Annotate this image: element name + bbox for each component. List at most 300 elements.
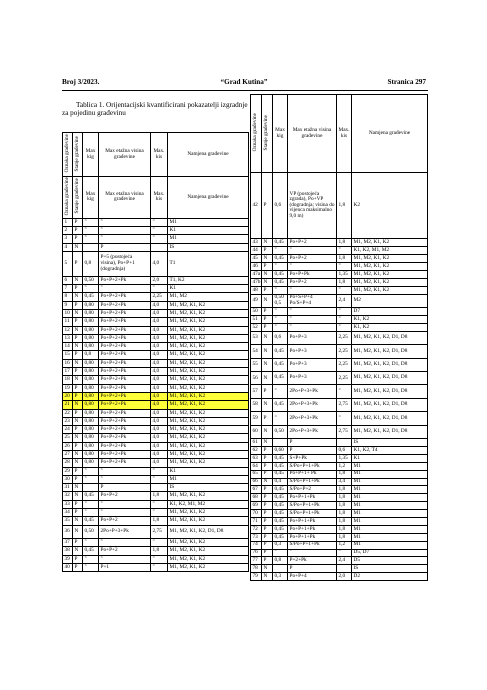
table-cell: 0,6	[337, 446, 352, 454]
table-cell: 46	[251, 263, 262, 271]
table-row	[251, 398, 428, 411]
table-cell: 4,0	[151, 451, 168, 459]
table-cell: 2Po+P+3+Pk	[288, 385, 337, 398]
table-cell: 0,4	[273, 478, 288, 486]
column-header-label: Max. kis	[338, 126, 350, 139]
table-cell: 0,45	[83, 492, 99, 500]
table-cell: 1,8	[337, 278, 352, 286]
column-header	[262, 95, 273, 173]
table-cell: 0,50	[83, 276, 99, 284]
table-cell: P	[262, 510, 273, 518]
table-row	[63, 343, 249, 351]
table-row	[63, 525, 249, 538]
table-cell: 4,0	[151, 409, 168, 417]
table-cell: N	[73, 434, 83, 442]
table-cell: "	[273, 549, 288, 557]
table-cell: "	[273, 385, 288, 398]
table-cell: 45	[251, 255, 262, 263]
table-cell: "	[273, 323, 288, 331]
table-cell: 2,4	[337, 294, 352, 307]
table-cell: "	[151, 555, 168, 563]
table-cell: 1,8	[337, 525, 352, 533]
table-row	[251, 541, 428, 549]
table-row	[251, 494, 428, 502]
table-cell: 2Po+P+3+Pk	[99, 525, 151, 538]
table-cell: M1, M2, K1, K2	[168, 343, 249, 351]
table-cell: M1, M2	[168, 293, 249, 301]
table-cell: 4,0	[151, 434, 168, 442]
table-cell: 4,0	[151, 326, 168, 334]
table-row	[63, 484, 249, 492]
table-cell: 1,8	[337, 239, 352, 247]
table-row	[251, 470, 428, 478]
table-row	[251, 294, 428, 307]
table-cell: 0,3	[273, 541, 288, 549]
table-cell: 79	[251, 573, 262, 581]
table-cell: Po+P+2+Pk	[99, 326, 151, 334]
table-cell: P	[288, 565, 337, 573]
table-cell: N	[73, 293, 83, 301]
table-cell: Po+P+4	[288, 573, 337, 581]
table-cell: P	[99, 243, 151, 251]
table-cell: Po+P+2+Pk	[99, 318, 151, 326]
table-cell: 9	[63, 301, 73, 309]
table-cell: 32	[63, 492, 73, 500]
table-cell: Po+P+2	[288, 255, 337, 263]
table-cell: 10	[63, 309, 73, 317]
table-cell: P+5 (postojeća visina), Po+P+1 (dogradnja)	[99, 251, 151, 276]
table-cell: "	[288, 549, 337, 557]
table-cell: D2	[352, 573, 428, 581]
table-cell: N	[73, 401, 83, 409]
table-cell	[83, 243, 99, 251]
table-cell: 17	[63, 368, 73, 376]
table-cell: 0,45	[273, 239, 288, 247]
table-cell: 51	[251, 315, 262, 323]
table-row	[63, 226, 249, 234]
table-cell: 0,80	[83, 442, 99, 450]
table-cell: M1	[168, 475, 249, 483]
table-cell: 40	[63, 563, 73, 571]
table-cell: 0,80	[83, 301, 99, 309]
table-row	[251, 358, 428, 371]
table-cell: N	[262, 331, 273, 344]
table-cell: "	[99, 475, 151, 483]
table-cell: "	[83, 563, 99, 571]
table-cell: M1, M2, K1, K2	[168, 434, 249, 442]
table-cell: 14	[63, 343, 73, 351]
table-cell: 2Po+P+3+Pk	[288, 398, 337, 411]
table-cell: P	[262, 462, 273, 470]
table-cell: "	[99, 285, 151, 293]
table-cell: 68	[251, 494, 262, 502]
table-row	[63, 517, 249, 525]
table-cell: "	[99, 538, 151, 546]
table-cell: 1,8	[337, 173, 352, 239]
table-cell: Po+P+3	[288, 371, 337, 384]
table-row	[251, 565, 428, 573]
table-cell: M1, M2, K1, K2, D1, D8	[352, 331, 428, 344]
table-cell: Po+P+2+Pk	[99, 401, 151, 409]
table-cell: N	[73, 459, 83, 467]
column-header	[273, 95, 288, 173]
table-cell: 0,80	[83, 459, 99, 467]
table-row	[63, 293, 249, 301]
table-cell: P	[73, 218, 83, 226]
column-header-label: Max etažna visina građevine	[105, 147, 144, 160]
table-cell: K1, K2, M1, M2	[352, 247, 428, 255]
table-cell: 58	[251, 398, 262, 411]
table-cell: 0,80	[83, 343, 99, 351]
column-header-label: Namjena građevine	[187, 193, 229, 200]
column-header-label: Oznaka građevine	[63, 134, 70, 173]
table-cell: "	[273, 286, 288, 294]
table-cell: 20	[63, 392, 73, 400]
table-cell: 0,6	[273, 331, 288, 344]
table-cell: 33	[63, 500, 73, 508]
table-cell: 21	[63, 401, 73, 409]
table-cell: 24	[63, 426, 73, 434]
table-cell: M1	[352, 510, 428, 518]
table-cell: P	[262, 247, 273, 255]
table-cell: Po+P+2+Pk	[99, 343, 151, 351]
table-cell: 4,0	[151, 417, 168, 425]
table-cell: K1, K2	[352, 323, 428, 331]
table-cell: 0,80	[83, 434, 99, 442]
table-cell: S/Po+P+1+Pk	[288, 510, 337, 518]
table-cell: S/Po+P+1+Pk	[288, 541, 337, 549]
column-header-label: Max etažna visina građevine	[292, 126, 332, 139]
table-cell: P	[262, 446, 273, 454]
table-row	[251, 255, 428, 263]
table-cell: P	[262, 263, 273, 271]
table-cell: 0,45	[273, 517, 288, 525]
table-cell: "	[337, 549, 352, 557]
table-cell: Po+P+2+Pk	[99, 417, 151, 425]
table-row	[251, 425, 428, 438]
table-cell: 1,8	[337, 502, 352, 510]
table-cell: 0,45	[273, 270, 288, 278]
table-cell: M1, M2, K1, K2	[168, 538, 249, 546]
table-cell: Po+P+2+Pk	[99, 351, 151, 359]
column-header-label: Max kig	[85, 147, 96, 160]
table-cell: P	[288, 446, 337, 454]
table-cell: M1, M2, K1, K2	[168, 563, 249, 571]
table-cell: 0,6	[273, 173, 288, 239]
table-cell: N	[262, 371, 273, 384]
table-cell: 2,25	[337, 345, 352, 358]
table-cell: 49	[251, 294, 262, 307]
table-cell: 2,75	[337, 425, 352, 438]
table-cell: IS	[168, 243, 249, 251]
table-cell: 0,50 0,5	[273, 294, 288, 307]
table-row	[63, 276, 249, 284]
table-cell: "	[83, 235, 99, 243]
table-cell: P	[73, 251, 83, 276]
table-cell: M1, M2, K1, K2, D1, D8	[352, 345, 428, 358]
table-cell: "	[337, 315, 352, 323]
table-cell: IS	[352, 565, 428, 573]
table-cell: 1,8	[337, 255, 352, 263]
table-cell: 0,80	[83, 309, 99, 317]
column-header	[99, 177, 151, 219]
table-cell: 0,80	[83, 384, 99, 392]
table-row	[251, 278, 428, 286]
table-cell: 12	[63, 326, 73, 334]
table-cell: "	[273, 315, 288, 323]
table-row	[251, 446, 428, 454]
table-cell: N	[73, 343, 83, 351]
table-cell: N	[73, 243, 83, 251]
column-header	[352, 95, 428, 173]
table-cell: 4,0	[151, 392, 168, 400]
table-cell: "	[99, 509, 151, 517]
table-cell: N	[73, 276, 83, 284]
table-cell: 4,0	[151, 251, 168, 276]
table-cell: "	[99, 467, 151, 475]
table-cell: 0,80	[83, 326, 99, 334]
table-cell: 4,0	[151, 459, 168, 467]
issue-number: Broj 3/2023.	[62, 78, 100, 86]
column-header-label: Namjena građevine	[187, 150, 229, 157]
table-row	[251, 486, 428, 494]
table-row	[251, 478, 428, 486]
table-row	[251, 517, 428, 525]
table-header-row	[251, 95, 428, 173]
table-cell: T1, K2	[168, 276, 249, 284]
column-header-label: Oznaka građevine	[252, 113, 259, 152]
table-cell: 0,45	[83, 293, 99, 301]
column-header	[168, 133, 249, 177]
table-cell: 2,75	[151, 525, 168, 538]
table-cell: 2,0	[151, 276, 168, 284]
table-cell: P	[73, 509, 83, 517]
table-cell: Po+P+2+Pk	[99, 384, 151, 392]
table-cell: 63	[251, 454, 262, 462]
table-row	[63, 309, 249, 317]
column-header	[288, 95, 337, 173]
table-cell: 4,0	[151, 368, 168, 376]
right-table	[250, 94, 428, 581]
table-cell: 2Po+P+3+Pk	[288, 412, 337, 425]
table-cell: 31	[63, 484, 73, 492]
table-cell: M1, M2, K1, K2	[168, 351, 249, 359]
table-cell: 1,8	[151, 517, 168, 525]
table-cell: M1, M2, K1, K2, D1, D8	[168, 525, 249, 538]
table-cell: 57	[251, 385, 262, 398]
column-header-label: Max etažna visina građevine	[105, 190, 144, 203]
table-cell: N	[73, 309, 83, 317]
table-cell: P	[262, 517, 273, 525]
table-row	[63, 401, 249, 409]
table-cell: P+1	[99, 563, 151, 571]
table-cell: 78	[251, 565, 262, 573]
column-header	[251, 95, 262, 173]
table-cell: 1,8	[337, 494, 352, 502]
table-cell: P	[262, 412, 273, 425]
table-cell: P	[73, 538, 83, 546]
table-row	[251, 371, 428, 384]
table-row	[63, 376, 249, 384]
table-cell: N	[73, 376, 83, 384]
table-cell: P	[288, 439, 337, 447]
table-cell: N	[262, 425, 273, 438]
table-cell: 0,45	[273, 533, 288, 541]
table-cell: M1, M2, K1, K2	[168, 318, 249, 326]
table-cell: Po+P+2+Pk	[99, 276, 151, 284]
table-cell: "	[151, 500, 168, 508]
table-cell: 56	[251, 371, 262, 384]
table-cell: 4,0	[151, 359, 168, 367]
table-cell: 0,80	[83, 359, 99, 367]
table-cell: "	[288, 263, 337, 271]
table-row	[63, 459, 249, 467]
table-cell: "	[151, 509, 168, 517]
table-cell: "	[99, 226, 151, 234]
table-cell: P	[262, 385, 273, 398]
table-cell: 2,75	[337, 398, 352, 411]
table-cell: 0,80	[83, 417, 99, 425]
table-row	[63, 538, 249, 546]
table-cell: 1,2	[337, 462, 352, 470]
table-cell: Po+P+1+Pk	[288, 533, 337, 541]
table-row	[63, 392, 249, 400]
table-cell: M1	[352, 494, 428, 502]
table-cell: 0,80	[83, 368, 99, 376]
table-cell: N	[262, 239, 273, 247]
table-cell: M1, M2, K1, K2	[168, 451, 249, 459]
table-cell: 43	[251, 239, 262, 247]
table-cell: 0,8	[83, 351, 99, 359]
table-cell: 61	[251, 439, 262, 447]
column-header	[151, 177, 168, 219]
table-cell: N	[262, 270, 273, 278]
table-cell: M1, M2, K1, K2, D1, D8	[352, 412, 428, 425]
table-cell: 4,0	[151, 442, 168, 450]
table-cell: Po+P+2+Pk	[99, 451, 151, 459]
table-cell: "	[288, 323, 337, 331]
table-cell: M1, M2, K1, K2	[168, 517, 249, 525]
table-cell	[337, 439, 352, 447]
table-cell: Po+P+2+Pk	[99, 426, 151, 434]
table-row	[63, 351, 249, 359]
table-row	[251, 315, 428, 323]
table-row	[251, 462, 428, 470]
table-cell: D7	[352, 308, 428, 316]
table-cell: "	[337, 247, 352, 255]
table-cell: 47b	[252, 278, 261, 285]
publication-title: “Grad Kutina”	[220, 78, 268, 86]
table-cell: 34	[63, 509, 73, 517]
table-cell: Po+P+3	[288, 345, 337, 358]
table-cell: 50	[251, 308, 262, 316]
table-cell: 0,50	[83, 525, 99, 538]
table-cell: N	[73, 547, 83, 555]
column-header-label: Stanje građevine	[73, 135, 80, 172]
page-header	[62, 78, 426, 88]
table-cell: M1, M2, K1, K2	[168, 555, 249, 563]
table-cell: 60	[251, 425, 262, 438]
table-row	[251, 557, 428, 565]
table-cell: M1, M2, K1, K2	[168, 509, 249, 517]
table-cell: P	[73, 351, 83, 359]
column-header-label: Max. kis	[153, 147, 165, 160]
table-cell: M1, M2, K1, K2	[352, 270, 428, 278]
table-cell: Po+P+3	[288, 358, 337, 371]
table-row	[63, 409, 249, 417]
table-cell: M1	[352, 478, 428, 486]
table-row	[63, 326, 249, 334]
table-cell: M1, M2, K1, K2, D1, D8	[352, 425, 428, 438]
table-cell: 42	[251, 173, 262, 239]
table-cell: 0,45	[273, 398, 288, 411]
table-cell: 0,45	[273, 502, 288, 510]
table-cell: P	[73, 384, 83, 392]
table-cell: 39	[63, 555, 73, 563]
table-cell: 0,45	[273, 255, 288, 263]
table-cell: N	[262, 573, 273, 581]
table-cell: 35	[63, 517, 73, 525]
table-cell: 11	[63, 318, 73, 326]
table-cell	[273, 439, 288, 447]
table-cell: Po+P+2+Pk	[99, 459, 151, 467]
column-header-label: Stanje građevine	[263, 114, 270, 151]
table-cell: P	[73, 235, 83, 243]
table-cell: "	[288, 308, 337, 316]
table-cell: 2Po+P+3+Pk	[288, 425, 337, 438]
table-cell: Po+P+2	[99, 517, 151, 525]
table-row	[63, 235, 249, 243]
table-cell: 76	[251, 549, 262, 557]
table-row	[63, 318, 249, 326]
table-row	[251, 331, 428, 344]
table-cell: "	[151, 226, 168, 234]
table-cell: 44	[251, 247, 262, 255]
table-cell: "	[337, 412, 352, 425]
table-cell: P	[262, 315, 273, 323]
table-cell: M1	[168, 235, 249, 243]
table-cell: 1,8	[337, 486, 352, 494]
table-cell: P	[262, 323, 273, 331]
table-row	[63, 563, 249, 571]
table-cell: 0,45	[273, 358, 288, 371]
table-cell: N	[262, 439, 273, 447]
table-cell: 29	[63, 467, 73, 475]
table-cell: P	[262, 549, 273, 557]
table-row	[251, 525, 428, 533]
table-cell: 66	[251, 478, 262, 486]
table-cell: "	[99, 235, 151, 243]
table-cell: 0,45	[273, 462, 288, 470]
table-cell: 0,80	[83, 376, 99, 384]
table-cell: K1	[168, 226, 249, 234]
table-row	[251, 286, 428, 294]
table-row	[63, 368, 249, 376]
table-cell: "	[99, 218, 151, 226]
table-cell: P	[73, 301, 83, 309]
table-cell: 13	[63, 334, 73, 342]
table-cell: 4	[63, 243, 73, 251]
table-cell: M1, M2, K1, K2	[168, 334, 249, 342]
column-header	[151, 133, 168, 177]
table-row	[63, 426, 249, 434]
table-row	[251, 385, 428, 398]
table-cell: 65	[251, 470, 262, 478]
table-cell: P	[73, 442, 83, 450]
table-cell: M2	[352, 294, 428, 307]
table-cell: 0,45	[273, 371, 288, 384]
table-cell: 52	[251, 323, 262, 331]
